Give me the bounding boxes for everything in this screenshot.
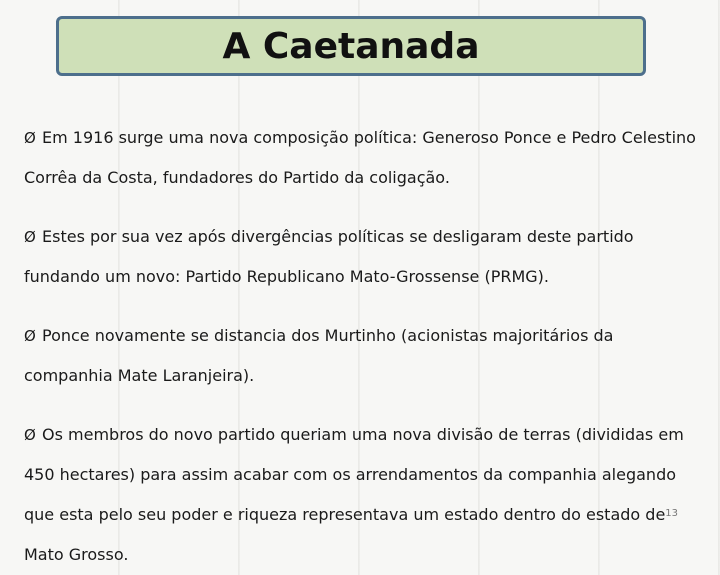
- bullet-text-2: Estes por sua vez após divergências políticas se desligaram deste partido fundando um novo: Partido Republicano Mato-Grossense (PRMG).: [24, 227, 634, 286]
- arrow-bullet-icon: Ø: [24, 228, 36, 246]
- bullet-item-2: [24, 217, 704, 297]
- bullet-item-1: [24, 118, 704, 198]
- arrow-bullet-icon: Ø: [24, 327, 36, 345]
- slide-title: A Caetanada: [222, 25, 480, 67]
- arrow-bullet-icon: Ø: [24, 426, 36, 444]
- page-number: 13: [665, 508, 678, 519]
- bullet-item-4: [24, 415, 704, 575]
- bullet-text-1: Em 1916 surge uma nova composição política: Generoso Ponce e Pedro Celestino Corrêa da Costa, fundadores do Partido da coligação.: [24, 128, 696, 187]
- bullet-text-3: Ponce novamente se distancia dos Murtinho (acionistas majoritários da companhia Mate Laranjeira).: [24, 326, 614, 385]
- title-box: [56, 16, 646, 76]
- bullet-item-3: [24, 316, 704, 396]
- arrow-bullet-icon: Ø: [24, 129, 36, 147]
- bullet-list: [24, 118, 704, 575]
- bullet-text-4: Os membros do novo partido queriam uma nova divisão de terras (divididas em 450 hectares) para assim acabar com os arrendamentos da companhia alegando que esta pelo seu poder e riqueza representava um estado dentro do estado de Mato Grosso.: [24, 425, 684, 564]
